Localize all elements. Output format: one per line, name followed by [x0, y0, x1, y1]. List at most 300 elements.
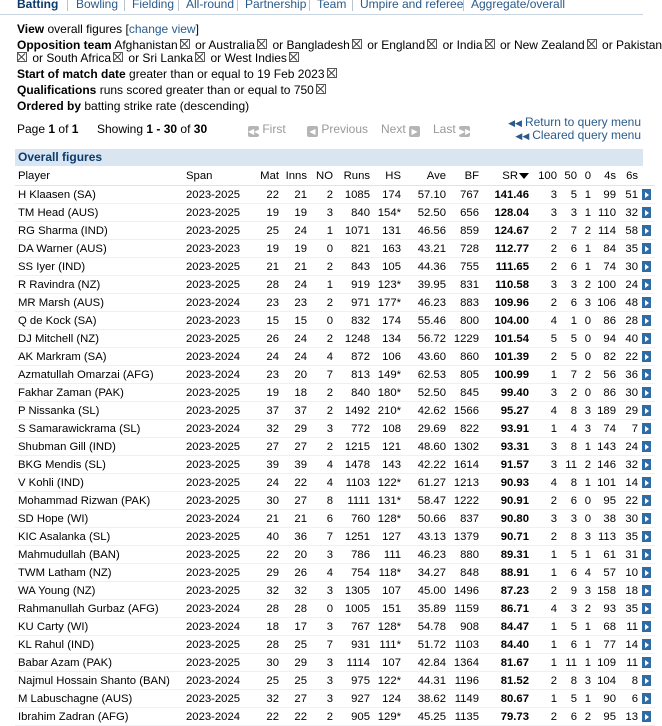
cell-sr: 124.67: [483, 222, 533, 240]
next-page-icon: ▶: [409, 126, 420, 137]
col-runs[interactable]: Runs: [337, 167, 374, 186]
cell-6s: 35: [620, 240, 642, 258]
next-label: Next: [381, 122, 406, 136]
cell-sr: 141.46: [483, 186, 533, 204]
cell-100: 3: [533, 276, 561, 294]
cell-runs: 1114: [337, 654, 374, 672]
cell-0: 3: [581, 420, 595, 438]
go-arrow-icon[interactable]: [642, 405, 651, 416]
table-row: [15, 420, 655, 438]
remove-india-icon[interactable]: [485, 39, 495, 49]
previous-label: Previous: [321, 122, 369, 136]
go-arrow-icon[interactable]: [642, 531, 651, 542]
col-sr[interactable]: [483, 167, 533, 186]
cell-player[interactable]: KU Carty (WI): [15, 618, 186, 636]
cell-sr: 89.31: [483, 546, 533, 564]
cell-player[interactable]: S Samarawickrama (SL): [15, 420, 186, 438]
cell-hs: 122*: [374, 672, 405, 690]
cell-6s: 35: [620, 528, 642, 546]
cell-6s: 36: [620, 366, 642, 384]
cell-mat: 32: [253, 582, 283, 600]
row-link-cell: [642, 222, 655, 240]
remove-england-icon[interactable]: [427, 39, 437, 49]
cell-sr: 128.04: [483, 204, 533, 222]
cell-player[interactable]: V Kohli (IND): [15, 474, 186, 492]
cell-player[interactable]: Rahmanullah Gurbaz (AFG): [15, 600, 186, 618]
cell-4s: 101: [595, 474, 620, 492]
row-link-cell: [642, 258, 655, 276]
remove-new-zealand-icon[interactable]: [587, 39, 597, 49]
cell-runs: 927: [337, 690, 374, 708]
cell-ave: 54.78: [405, 618, 450, 636]
cell-100: 4: [533, 600, 561, 618]
cell-mat: 21: [253, 258, 283, 276]
go-arrow-icon[interactable]: [642, 315, 651, 326]
go-arrow-icon[interactable]: [642, 207, 651, 218]
cell-no: 2: [311, 186, 337, 204]
cell-4s: 57: [595, 564, 620, 582]
table-row: [15, 402, 655, 420]
cell-4s: 95: [595, 492, 620, 510]
opp-team: or Australia: [195, 38, 256, 52]
tab-team[interactable]: Team: [317, 0, 347, 11]
table-row: [15, 510, 655, 528]
cell-runs: 760: [337, 510, 374, 528]
cell-no: 2: [311, 384, 337, 402]
cell-player[interactable]: MR Marsh (AUS): [15, 294, 186, 312]
showing-of: of: [180, 122, 191, 136]
cell-hs: 180*: [374, 384, 405, 402]
cell-player[interactable]: KL Rahul (IND): [15, 636, 186, 654]
showing-range: 1 - 30: [146, 122, 178, 136]
cell-inns: 26: [283, 564, 311, 582]
go-arrow-icon[interactable]: [642, 495, 651, 506]
tab-aggregate-overall[interactable]: Aggregate/overall: [471, 0, 566, 11]
row-link-cell: [642, 708, 655, 726]
col-bf[interactable]: BF: [450, 167, 483, 186]
cell-bf: 1302: [450, 438, 483, 456]
cell-player[interactable]: P Nissanka (SL): [15, 402, 186, 420]
table-row: [15, 546, 655, 564]
cell-hs: 131*: [374, 492, 405, 510]
cell-player[interactable]: TM Head (AUS): [15, 204, 186, 222]
cell-player[interactable]: Mahmudullah (BAN): [15, 546, 186, 564]
cell-span: 2023-2025: [186, 402, 253, 420]
go-arrow-icon[interactable]: [642, 369, 651, 380]
cell-4s: 113: [595, 528, 620, 546]
cell-100: 3: [533, 384, 561, 402]
cell-runs: 1305: [337, 582, 374, 600]
row-link-cell: [642, 420, 655, 438]
col-hs[interactable]: HS: [374, 167, 405, 186]
cell-bf: 800: [450, 312, 483, 330]
table-row: [15, 312, 655, 330]
cell-ave: 62.53: [405, 366, 450, 384]
cell-player[interactable]: R Ravindra (NZ): [15, 276, 186, 294]
go-arrow-icon[interactable]: [642, 261, 651, 272]
cell-100: 2: [533, 222, 561, 240]
showing-label: Showing: [97, 122, 144, 136]
cell-span: 2023-2024: [186, 348, 253, 366]
cell-mat: 22: [253, 708, 283, 726]
row-link-cell: [642, 276, 655, 294]
remove-bangladesh-icon[interactable]: [352, 39, 362, 49]
opp-team: or South Africa: [32, 51, 112, 65]
cell-mat: 26: [253, 330, 283, 348]
cell-bf: 767: [450, 186, 483, 204]
cell-0: 1: [581, 186, 595, 204]
opp-team: or England: [367, 38, 426, 52]
cell-no: 3: [311, 582, 337, 600]
cell-100: 1: [533, 618, 561, 636]
go-arrow-icon[interactable]: [642, 675, 651, 686]
cell-4s: 86: [595, 312, 620, 330]
go-arrow-icon[interactable]: [642, 621, 651, 632]
cell-runs: 772: [337, 420, 374, 438]
cell-no: 3: [311, 420, 337, 438]
cell-inns: 19: [283, 240, 311, 258]
cell-50: 11: [561, 456, 581, 474]
cell-ave: 45.00: [405, 582, 450, 600]
cell-100: 3: [533, 438, 561, 456]
table-row: [15, 384, 655, 402]
cell-50: 9: [561, 582, 581, 600]
cell-runs: 840: [337, 384, 374, 402]
cleared-query-link[interactable]: [515, 128, 641, 142]
cell-player[interactable]: DA Warner (AUS): [15, 240, 186, 258]
cell-0: 0: [581, 312, 595, 330]
cell-mat: 15: [253, 312, 283, 330]
cell-mat: 25: [253, 672, 283, 690]
section-title: Overall figures: [18, 150, 103, 164]
cell-mat: 32: [253, 690, 283, 708]
cell-0: 0: [581, 330, 595, 348]
table-row: [15, 294, 655, 312]
cell-6s: 30: [620, 384, 642, 402]
go-arrow-icon[interactable]: [642, 387, 651, 398]
cell-sr: 90.71: [483, 528, 533, 546]
cell-50: 7: [561, 222, 581, 240]
opp-team: Afghanistan: [114, 38, 178, 52]
table-row: [15, 222, 655, 240]
cell-0: 1: [581, 618, 595, 636]
cell-runs: 1103: [337, 474, 374, 492]
cell-0: 1: [581, 474, 595, 492]
cell-100: 4: [533, 312, 561, 330]
col-span[interactable]: Span: [186, 167, 253, 186]
cell-player[interactable]: DJ Mitchell (NZ): [15, 330, 186, 348]
go-arrow-icon[interactable]: [642, 189, 651, 200]
cell-6s: 13: [620, 708, 642, 726]
cell-player[interactable]: Azmatullah Omarzai (AFG): [15, 366, 186, 384]
opp-team: or Pakistan: [602, 38, 662, 52]
cell-player[interactable]: SS Iyer (IND): [15, 258, 186, 276]
cell-inns: 27: [283, 690, 311, 708]
cell-hs: 111: [374, 546, 405, 564]
query-opposition-line: [17, 38, 662, 52]
cell-player[interactable]: Mohammad Rizwan (PAK): [15, 492, 186, 510]
go-arrow-icon[interactable]: [642, 225, 651, 236]
cell-ave: 43.60: [405, 348, 450, 366]
cell-0: 3: [581, 294, 595, 312]
query-start-date-line: [17, 67, 339, 81]
cell-no: 2: [311, 258, 337, 276]
cell-bf: 1496: [450, 582, 483, 600]
cell-player[interactable]: Ibrahim Zadran (AFG): [15, 708, 186, 726]
go-arrow-icon[interactable]: [642, 585, 651, 596]
cell-span: 2023-2025: [186, 582, 253, 600]
remove-start-date-icon[interactable]: [327, 68, 337, 78]
cell-50: 11: [561, 654, 581, 672]
remove-south-africa-icon[interactable]: [113, 52, 123, 62]
cell-100: 3: [533, 456, 561, 474]
cell-bf: 1566: [450, 402, 483, 420]
cell-sr: 93.31: [483, 438, 533, 456]
go-arrow-icon[interactable]: [642, 297, 651, 308]
cell-4s: 99: [595, 186, 620, 204]
first-page-button[interactable]: [248, 122, 286, 137]
remove-afghanistan-icon[interactable]: [180, 39, 190, 49]
cell-player[interactable]: H Klaasen (SA): [15, 186, 186, 204]
cell-hs: 121: [374, 438, 405, 456]
cell-runs: 840: [337, 204, 374, 222]
cell-mat: 40: [253, 528, 283, 546]
cell-player[interactable]: Shubman Gill (IND): [15, 438, 186, 456]
go-arrow-icon[interactable]: [642, 477, 651, 488]
cell-4s: 95: [595, 708, 620, 726]
cell-span: 2023-2025: [186, 204, 253, 222]
cell-6s: 32: [620, 456, 642, 474]
cell-no: 2: [311, 402, 337, 420]
cell-50: 5: [561, 690, 581, 708]
cell-6s: 30: [620, 510, 642, 528]
cell-span: 2023-2023: [186, 312, 253, 330]
cell-6s: 30: [620, 258, 642, 276]
cell-span: 2023-2025: [186, 654, 253, 672]
go-arrow-icon[interactable]: [642, 441, 651, 452]
go-arrow-icon[interactable]: [642, 657, 651, 668]
cell-hs: 149*: [374, 366, 405, 384]
row-link-cell: [642, 654, 655, 672]
cell-runs: 832: [337, 312, 374, 330]
cell-50: 5: [561, 546, 581, 564]
cell-player[interactable]: KIC Asalanka (SL): [15, 528, 186, 546]
cell-mat: 23: [253, 294, 283, 312]
cell-bf: 859: [450, 222, 483, 240]
table-row: [15, 600, 655, 618]
table-row: [15, 258, 655, 276]
cell-player[interactable]: WA Young (NZ): [15, 582, 186, 600]
cell-0: 3: [581, 528, 595, 546]
col-mat[interactable]: Mat: [253, 167, 283, 186]
cell-runs: 1251: [337, 528, 374, 546]
row-link-cell: [642, 600, 655, 618]
remove-sri-lanka-icon[interactable]: [195, 52, 205, 62]
cell-player[interactable]: Fakhar Zaman (PAK): [15, 384, 186, 402]
cell-player[interactable]: RG Sharma (IND): [15, 222, 186, 240]
row-link-cell: [642, 384, 655, 402]
go-arrow-icon[interactable]: [642, 711, 651, 722]
col-4s[interactable]: 4s: [595, 167, 620, 186]
remove-pakistan-icon[interactable]: [17, 52, 27, 62]
go-arrow-icon[interactable]: [642, 603, 651, 614]
cell-0: 1: [581, 690, 595, 708]
cell-50: 3: [561, 600, 581, 618]
cell-6s: 10: [620, 564, 642, 582]
cell-50: 3: [561, 276, 581, 294]
qualification-value: runs scored greater than or equal to 750: [99, 83, 314, 97]
cell-50: 3: [561, 204, 581, 222]
remove-qualification-icon[interactable]: [316, 84, 326, 94]
col-ave[interactable]: Ave: [405, 167, 450, 186]
row-link-cell: [642, 582, 655, 600]
cell-no: 3: [311, 672, 337, 690]
cell-0: 1: [581, 636, 595, 654]
remove-australia-icon[interactable]: [257, 39, 267, 49]
cell-player[interactable]: Q de Kock (SA): [15, 312, 186, 330]
last-page-icon: ▶▶: [459, 127, 472, 136]
cell-4s: 61: [595, 546, 620, 564]
cell-6s: 8: [620, 672, 642, 690]
go-arrow-icon[interactable]: [642, 279, 651, 290]
cell-hs: 123*: [374, 276, 405, 294]
cell-player[interactable]: AK Markram (SA): [15, 348, 186, 366]
page-number: 1: [48, 122, 56, 136]
cell-player[interactable]: Najmul Hossain Shanto (BAN): [15, 672, 186, 690]
last-page-button[interactable]: [433, 122, 470, 137]
cell-ave: 57.10: [405, 186, 450, 204]
cell-50: 8: [561, 672, 581, 690]
go-arrow-icon[interactable]: [642, 351, 651, 362]
cell-runs: 1005: [337, 600, 374, 618]
cell-no: 1: [311, 222, 337, 240]
row-link-cell: [642, 672, 655, 690]
cell-player[interactable]: TWM Latham (NZ): [15, 564, 186, 582]
cell-0: 0: [581, 384, 595, 402]
cell-mat: 30: [253, 492, 283, 510]
cell-6s: 18: [620, 582, 642, 600]
cell-span: 2023-2025: [186, 276, 253, 294]
go-arrow-icon[interactable]: [642, 423, 651, 434]
return-to-query-link[interactable]: [508, 115, 641, 129]
cell-hs: 108: [374, 420, 405, 438]
cell-sr: 91.57: [483, 456, 533, 474]
row-link-cell: [642, 330, 655, 348]
col-50[interactable]: 50: [561, 167, 581, 186]
cell-ave: 39.95: [405, 276, 450, 294]
tab-divider: [237, 0, 238, 11]
cell-no: 2: [311, 708, 337, 726]
cell-span: 2023-2025: [186, 546, 253, 564]
cell-ave: 35.89: [405, 600, 450, 618]
go-arrow-icon[interactable]: [642, 693, 651, 704]
col-no[interactable]: NO: [311, 167, 337, 186]
cell-hs: 143: [374, 456, 405, 474]
cell-mat: 24: [253, 348, 283, 366]
cell-100: 1: [533, 564, 561, 582]
cell-sr: 87.23: [483, 582, 533, 600]
go-arrow-icon[interactable]: [642, 243, 651, 254]
cell-runs: 905: [337, 708, 374, 726]
cell-player[interactable]: Babar Azam (PAK): [15, 654, 186, 672]
cell-bf: 860: [450, 348, 483, 366]
cell-player[interactable]: BKG Mendis (SL): [15, 456, 186, 474]
cell-100: 2: [533, 582, 561, 600]
cell-runs: 813: [337, 366, 374, 384]
cell-player[interactable]: SD Hope (WI): [15, 510, 186, 528]
cell-100: 1: [533, 366, 561, 384]
go-arrow-icon[interactable]: [642, 567, 651, 578]
cell-inns: 22: [283, 708, 311, 726]
cell-mat: 18: [253, 618, 283, 636]
go-arrow-icon[interactable]: [642, 549, 651, 560]
col-6s[interactable]: 6s: [620, 167, 642, 186]
cell-inns: 24: [283, 222, 311, 240]
tab-bowling[interactable]: Bowling: [76, 0, 119, 11]
go-arrow-icon[interactable]: [642, 513, 651, 524]
change-view-link[interactable]: change view: [128, 22, 196, 36]
cell-ave: 42.22: [405, 456, 450, 474]
cell-span: 2023-2025: [186, 528, 253, 546]
cell-mat: 25: [253, 222, 283, 240]
col-inns[interactable]: Inns: [283, 167, 311, 186]
cell-0: 2: [581, 456, 595, 474]
cell-sr: 84.47: [483, 618, 533, 636]
tab-partnership[interactable]: Partnership: [245, 0, 307, 11]
cell-6s: 51: [620, 186, 642, 204]
tab-batting[interactable]: Batting: [17, 0, 59, 11]
cell-mat: 30: [253, 654, 283, 672]
cell-6s: 7: [620, 420, 642, 438]
col-0[interactable]: 0: [581, 167, 595, 186]
cell-100: 4: [533, 474, 561, 492]
cell-50: 6: [561, 258, 581, 276]
cell-span: 2023-2024: [186, 366, 253, 384]
cell-0: 1: [581, 438, 595, 456]
cell-mat: 28: [253, 636, 283, 654]
go-arrow-icon[interactable]: [642, 459, 651, 470]
cell-6s: 22: [620, 348, 642, 366]
query-qualification-line: [17, 83, 328, 97]
cell-player[interactable]: M Labuschagne (AUS): [15, 690, 186, 708]
cell-inns: 17: [283, 618, 311, 636]
go-arrow-icon[interactable]: [642, 639, 651, 650]
cell-50: 6: [561, 708, 581, 726]
cell-4s: 114: [595, 222, 620, 240]
start-date-value: greater than or equal to 19 Feb 2023: [129, 67, 325, 81]
cell-runs: 872: [337, 348, 374, 366]
cell-4s: 84: [595, 240, 620, 258]
cell-100: 1: [533, 636, 561, 654]
cell-no: 8: [311, 492, 337, 510]
next-page-button[interactable]: [381, 122, 420, 137]
table-row: [15, 276, 655, 294]
remove-west-indies-icon[interactable]: [289, 52, 299, 62]
cell-sr: 81.52: [483, 672, 533, 690]
cell-6s: 58: [620, 222, 642, 240]
previous-page-button[interactable]: [307, 122, 368, 137]
go-arrow-icon[interactable]: [642, 333, 651, 344]
col-player[interactable]: Player: [15, 167, 186, 186]
tab-fielding[interactable]: Fielding: [132, 0, 175, 11]
col-spacer: [642, 167, 655, 186]
cell-hs: 177*: [374, 294, 405, 312]
cell-50: 8: [561, 474, 581, 492]
cell-mat: 29: [253, 564, 283, 582]
tab-all-round[interactable]: All-round: [186, 0, 235, 11]
tab-umpire-referee[interactable]: Umpire and referee: [360, 0, 464, 11]
col-100[interactable]: 100: [533, 167, 561, 186]
